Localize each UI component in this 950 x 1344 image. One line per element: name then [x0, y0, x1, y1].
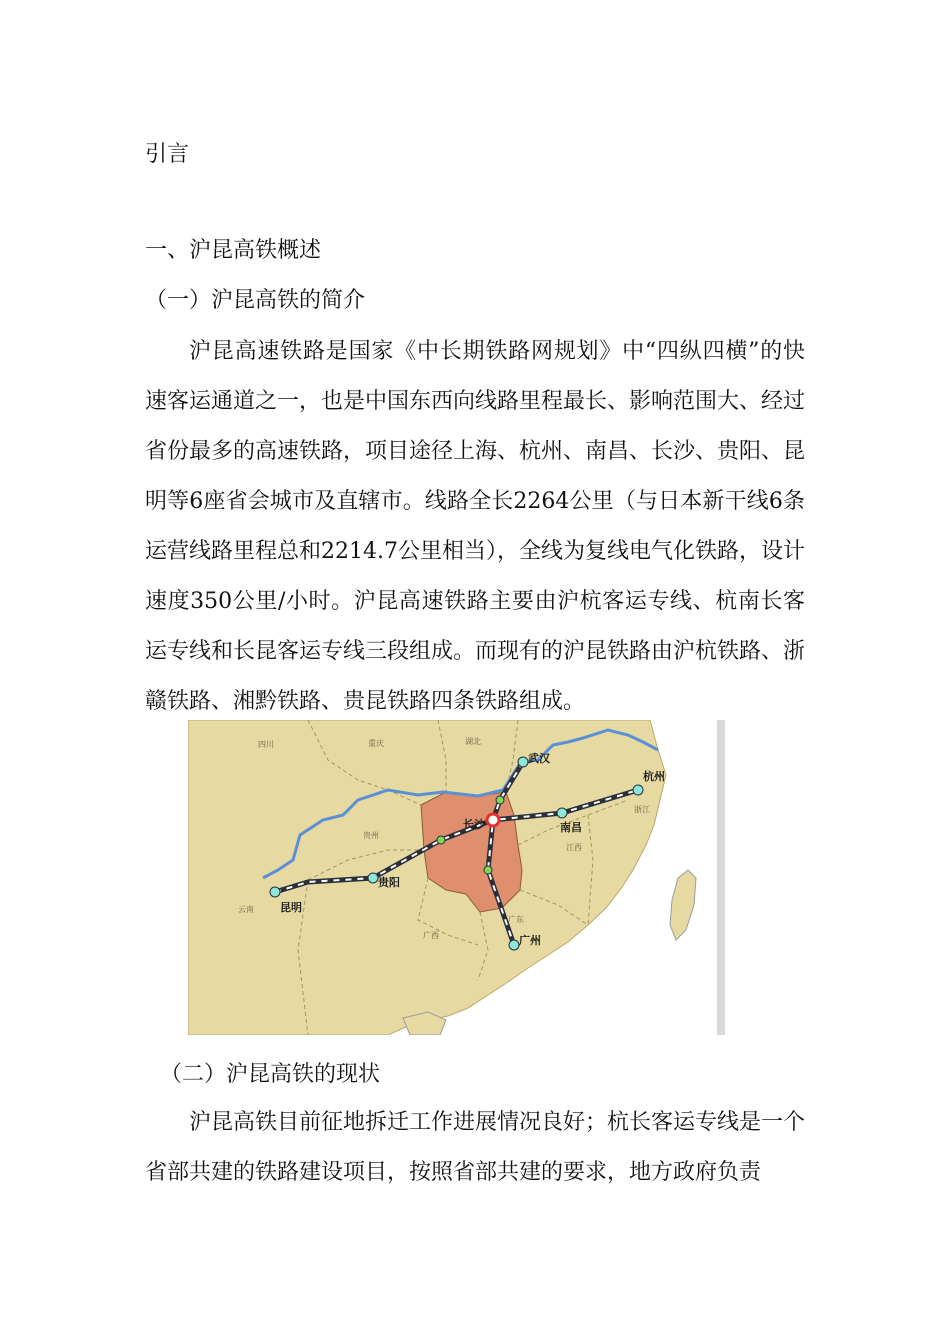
station-changsha	[487, 814, 499, 826]
label-guangzhou: 广州	[519, 934, 541, 947]
section-1-title: 一、沪昆高铁概述	[145, 238, 322, 263]
label-yunnan: 云南	[238, 905, 254, 914]
label-wuhan: 武汉	[528, 752, 550, 765]
subsection-1-paragraph	[145, 327, 805, 727]
paragraph-text: 沪昆高铁目前征地拆迁工作进展情况良好；杭长客运专线是一个省部共建的铁路建设项目，按照省部共建的要求，地方政府负责	[145, 1110, 806, 1185]
label-nanchang: 南昌	[560, 821, 582, 834]
subsection-1-title: （一）沪昆高铁的简介	[145, 288, 366, 313]
station-kunming	[270, 887, 280, 897]
label-jiangxi: 江西	[566, 843, 582, 852]
station-guiyang	[368, 873, 378, 883]
label-hubei: 湖北	[465, 737, 481, 746]
station-minor-2	[496, 796, 504, 804]
subsection-2-paragraph	[145, 1098, 805, 1198]
label-kunming: 昆明	[280, 901, 302, 914]
paragraph-text: 沪昆高速铁路是国家《中长期铁路网规划》中“四纵四横”的快速客运通道之一，也是中国东西向线路里程最长、影响范围大、经过省份最多的高速铁路，项目途径上海、杭州、南昌、长沙、贵阳、昆明等6座省会城市及直辖市。线路全长2264公里（与日本新干线6条运营线路里程总和2214.7公里相当），全线为复线电气化铁路，设计速度350公里/小时。沪昆高速铁路主要由沪杭客运专线、杭南长客运专线和长昆客运专线三段组成。而现有的沪昆铁路由沪杭铁路、浙赣铁路、湘黔铁路、贵昆铁路四条铁路组成。	[145, 339, 806, 714]
station-minor-1	[437, 836, 445, 844]
label-zhejiang: 浙江	[634, 805, 650, 814]
map-edge-strip	[717, 720, 725, 1035]
label-guangxi: 广西	[423, 931, 439, 940]
label-guiyang: 贵阳	[378, 876, 400, 889]
subsection-2-title: （二）沪昆高铁的现状	[160, 1062, 381, 1087]
label-changsha: 长沙	[463, 818, 485, 831]
station-nanchang	[557, 808, 567, 818]
label-sichuan: 四川	[258, 740, 274, 749]
station-guangzhou	[509, 940, 519, 950]
label-hangzhou: 杭州	[643, 770, 665, 783]
label-guizhou: 贵州	[363, 831, 379, 840]
label-guangdong: 广东	[508, 915, 524, 924]
station-minor-3	[484, 866, 492, 874]
intro-heading: 引言	[145, 142, 190, 167]
railway-map	[188, 720, 725, 1035]
station-wuhan	[518, 757, 528, 767]
station-hangzhou	[633, 785, 643, 795]
label-chongqing: 重庆	[368, 739, 384, 748]
